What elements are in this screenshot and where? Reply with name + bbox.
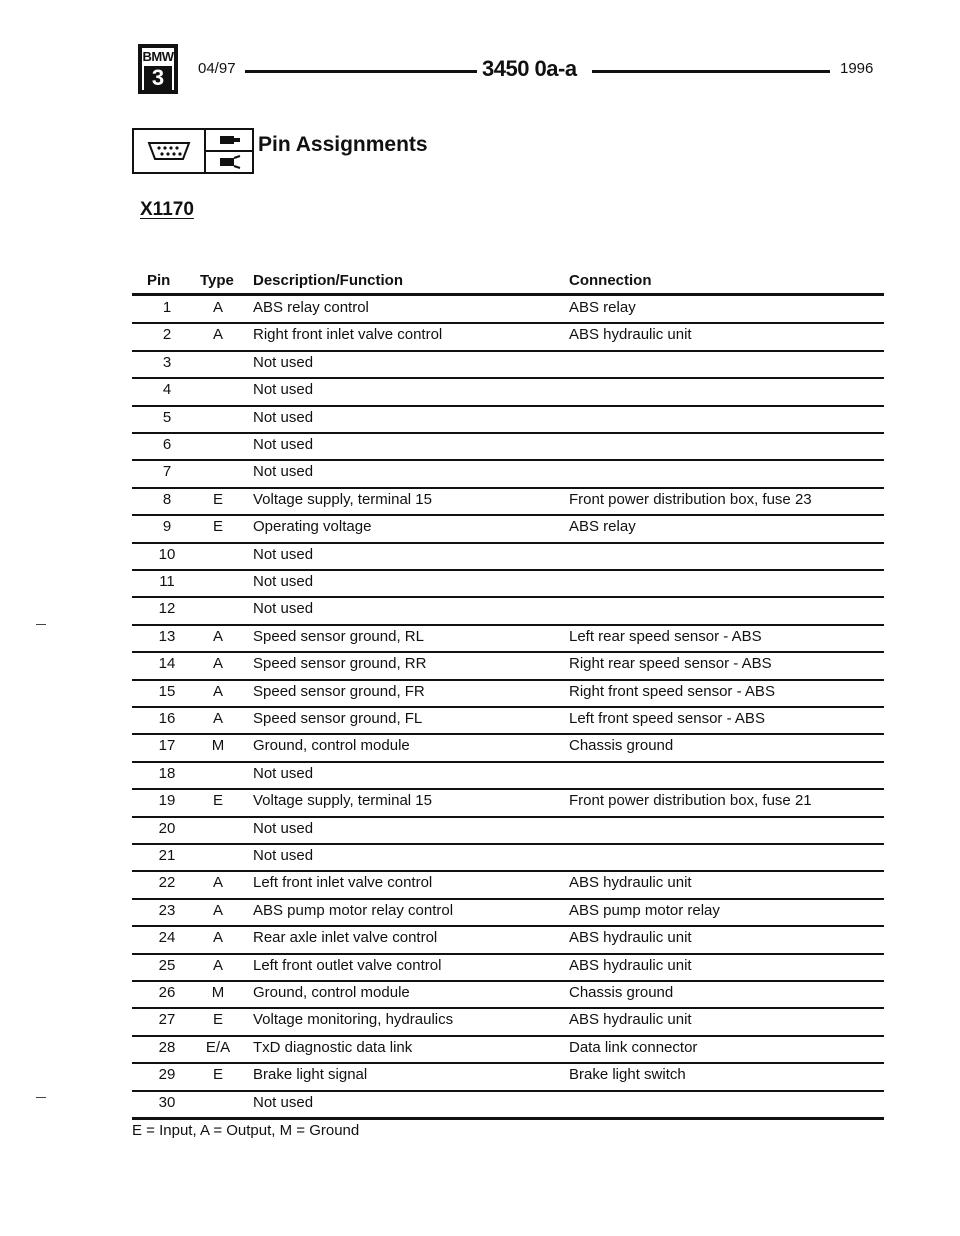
table-row-rule xyxy=(132,487,884,489)
pin-description: ABS pump motor relay control xyxy=(253,901,454,919)
pin-description: Operating voltage xyxy=(253,518,372,536)
header-rule-left xyxy=(245,70,477,73)
section-icon-box xyxy=(132,128,254,174)
column-header-type: Type xyxy=(200,272,234,289)
pin-connection: ABS pump motor relay xyxy=(569,901,720,919)
connector-id: X1170 xyxy=(140,199,194,220)
pin-number: 8 xyxy=(162,490,172,508)
pin-number: 2 xyxy=(162,326,172,344)
plug-icon xyxy=(206,130,252,150)
header-year: 1996 xyxy=(840,60,874,77)
pin-type: A xyxy=(212,326,223,344)
pin-connection: ABS hydraulic unit xyxy=(569,326,692,344)
pin-type: A xyxy=(212,655,223,673)
pin-type: A xyxy=(212,901,223,919)
table-row-rule xyxy=(132,870,884,872)
pin-number: 11 xyxy=(159,573,175,590)
pin-description: TxD diagnostic data link xyxy=(253,1038,413,1056)
pin-number: 23 xyxy=(158,901,176,919)
pin-connection: Front power distribution box, fuse 21 xyxy=(569,792,812,810)
pin-number: 12 xyxy=(158,600,176,618)
pin-connection: ABS relay xyxy=(569,299,636,316)
pin-connection: Data link connector xyxy=(569,1038,698,1056)
table-row-rule xyxy=(132,1117,884,1120)
pin-description: Brake light signal xyxy=(253,1066,368,1084)
header-date: 04/97 xyxy=(198,60,236,77)
document-code: 3450 0a-a xyxy=(482,56,577,81)
pin-number: 18 xyxy=(158,764,176,782)
pin-number: 20 xyxy=(158,819,176,837)
pin-description: Not used xyxy=(253,463,314,481)
badge-top-text: BMW xyxy=(142,49,174,64)
column-header-pin: Pin xyxy=(147,272,171,289)
pin-description: Not used xyxy=(253,353,314,371)
pin-number: 26 xyxy=(158,984,176,1001)
bmw-3-badge-icon xyxy=(138,44,178,94)
pin-type: M xyxy=(211,984,225,1001)
pin-description: Rear axle inlet valve control xyxy=(253,929,438,947)
pin-connection: Chassis ground xyxy=(569,737,674,755)
pin-type: A xyxy=(212,956,223,974)
table-row-rule xyxy=(132,405,884,407)
pin-number: 28 xyxy=(158,1038,176,1056)
pin-description: Speed sensor ground, FL xyxy=(253,710,423,727)
pin-number: 1 xyxy=(162,299,172,316)
pin-type: E xyxy=(212,1011,223,1029)
table-row-rule xyxy=(132,980,884,982)
pin-number: 14 xyxy=(158,655,176,673)
pin-connection: Right rear speed sensor - ABS xyxy=(569,655,772,673)
pin-number: 3 xyxy=(162,353,172,371)
table-row-rule xyxy=(132,350,884,352)
badge-bottom-text: 3 xyxy=(144,66,172,90)
margin-mark xyxy=(36,624,46,625)
table-row-rule xyxy=(132,788,884,790)
pin-description: Not used xyxy=(253,1093,314,1111)
pin-connection: Right front speed sensor - ABS xyxy=(569,682,775,700)
pin-connection: Chassis ground xyxy=(569,984,674,1001)
pin-type: A xyxy=(212,874,223,892)
column-header-connection: Connection xyxy=(569,272,652,289)
pin-type: E/A xyxy=(205,1038,231,1056)
pin-number: 6 xyxy=(162,436,172,453)
section-title: Pin Assignments xyxy=(258,133,428,156)
pin-connection: ABS hydraulic unit xyxy=(569,929,692,947)
pin-description: Ground, control module xyxy=(253,737,410,755)
pin-description: Not used xyxy=(253,545,314,563)
pin-number: 27 xyxy=(158,1011,176,1029)
header-rule-right xyxy=(592,70,830,73)
table-row-rule xyxy=(132,514,884,516)
pin-connection: Left rear speed sensor - ABS xyxy=(569,627,762,645)
table-row-rule xyxy=(132,432,884,434)
table-row-rule xyxy=(132,761,884,763)
pin-number: 19 xyxy=(158,792,176,810)
pin-type: E xyxy=(212,1066,223,1084)
pin-description: Not used xyxy=(253,408,314,426)
table-row-rule xyxy=(132,953,884,955)
pin-description: Not used xyxy=(253,847,314,864)
pin-description: Speed sensor ground, FR xyxy=(253,682,425,700)
pin-type: E xyxy=(212,518,223,536)
pin-number: 29 xyxy=(158,1066,176,1084)
pin-number: 30 xyxy=(158,1093,176,1111)
pin-description: Not used xyxy=(253,600,314,618)
pin-number: 24 xyxy=(158,929,176,947)
pin-number: 15 xyxy=(158,682,176,700)
pin-connection: Brake light switch xyxy=(569,1066,686,1084)
pin-number: 5 xyxy=(162,408,172,426)
pin-type: E xyxy=(212,490,223,508)
table-row-rule xyxy=(132,1090,884,1092)
table-row-rule xyxy=(132,733,884,735)
pin-connection: ABS hydraulic unit xyxy=(569,874,692,892)
legend: E = Input, A = Output, M = Ground xyxy=(132,1122,360,1139)
pin-description: Voltage monitoring, hydraulics xyxy=(253,1011,454,1029)
table-row-rule xyxy=(132,898,884,900)
pin-number: 10 xyxy=(158,545,176,563)
pin-number: 13 xyxy=(158,627,176,645)
pin-description: Left front outlet valve control xyxy=(253,956,442,974)
pin-description: Not used xyxy=(253,819,314,837)
table-row-rule xyxy=(132,706,884,708)
pin-number: 25 xyxy=(158,956,176,974)
pin-number: 7 xyxy=(162,463,172,481)
table-row-rule xyxy=(132,377,884,379)
pin-type: A xyxy=(212,710,223,727)
table-row-rule xyxy=(132,679,884,681)
pin-number: 9 xyxy=(162,518,172,536)
pin-description: Right front inlet valve control xyxy=(253,326,443,344)
pin-type: M xyxy=(211,737,225,755)
pin-type: A xyxy=(212,299,223,316)
pin-connection: ABS hydraulic unit xyxy=(569,956,692,974)
margin-mark xyxy=(36,1097,46,1098)
pin-description: Not used xyxy=(253,436,314,453)
pin-type: A xyxy=(212,682,223,700)
socket-icon xyxy=(206,150,252,172)
pin-connection: ABS relay xyxy=(569,518,636,536)
table-row-rule xyxy=(132,459,884,461)
pin-number: 17 xyxy=(158,737,176,755)
table-row-rule xyxy=(132,1007,884,1009)
pin-connection: Front power distribution box, fuse 23 xyxy=(569,490,812,508)
pin-description: Not used xyxy=(253,381,314,399)
pin-type: A xyxy=(212,627,223,645)
pin-number: 16 xyxy=(158,710,176,727)
pin-description: Speed sensor ground, RR xyxy=(253,655,427,673)
table-row-rule xyxy=(132,1035,884,1037)
pin-description: Ground, control module xyxy=(253,984,410,1001)
table-row-rule xyxy=(132,1062,884,1064)
pin-description: ABS relay control xyxy=(253,299,369,316)
pin-description: Not used xyxy=(253,573,314,590)
connector-pins-icon xyxy=(134,130,206,172)
pin-number: 22 xyxy=(158,874,176,892)
table-row-rule xyxy=(132,816,884,818)
pin-number: 4 xyxy=(162,381,172,399)
pin-number: 21 xyxy=(158,847,176,864)
pin-description: Voltage supply, terminal 15 xyxy=(253,792,432,810)
table-row-rule xyxy=(132,569,884,571)
pin-description: Left front inlet valve control xyxy=(253,874,433,892)
pin-connection: Left front speed sensor - ABS xyxy=(569,710,765,727)
pin-type: A xyxy=(212,929,223,947)
table-row-rule xyxy=(132,843,884,845)
pin-description: Voltage supply, terminal 15 xyxy=(253,490,432,508)
table-row-rule xyxy=(132,322,884,324)
pin-description: Speed sensor ground, RL xyxy=(253,627,424,645)
table-header-rule xyxy=(132,293,884,296)
table-row-rule xyxy=(132,651,884,653)
pin-description: Not used xyxy=(253,764,314,782)
column-header-description: Description/Function xyxy=(253,272,403,289)
table-row-rule xyxy=(132,596,884,598)
table-row-rule xyxy=(132,925,884,927)
pin-connection: ABS hydraulic unit xyxy=(569,1011,692,1029)
table-row-rule xyxy=(132,624,884,626)
table-row-rule xyxy=(132,542,884,544)
pin-type: E xyxy=(212,792,223,810)
